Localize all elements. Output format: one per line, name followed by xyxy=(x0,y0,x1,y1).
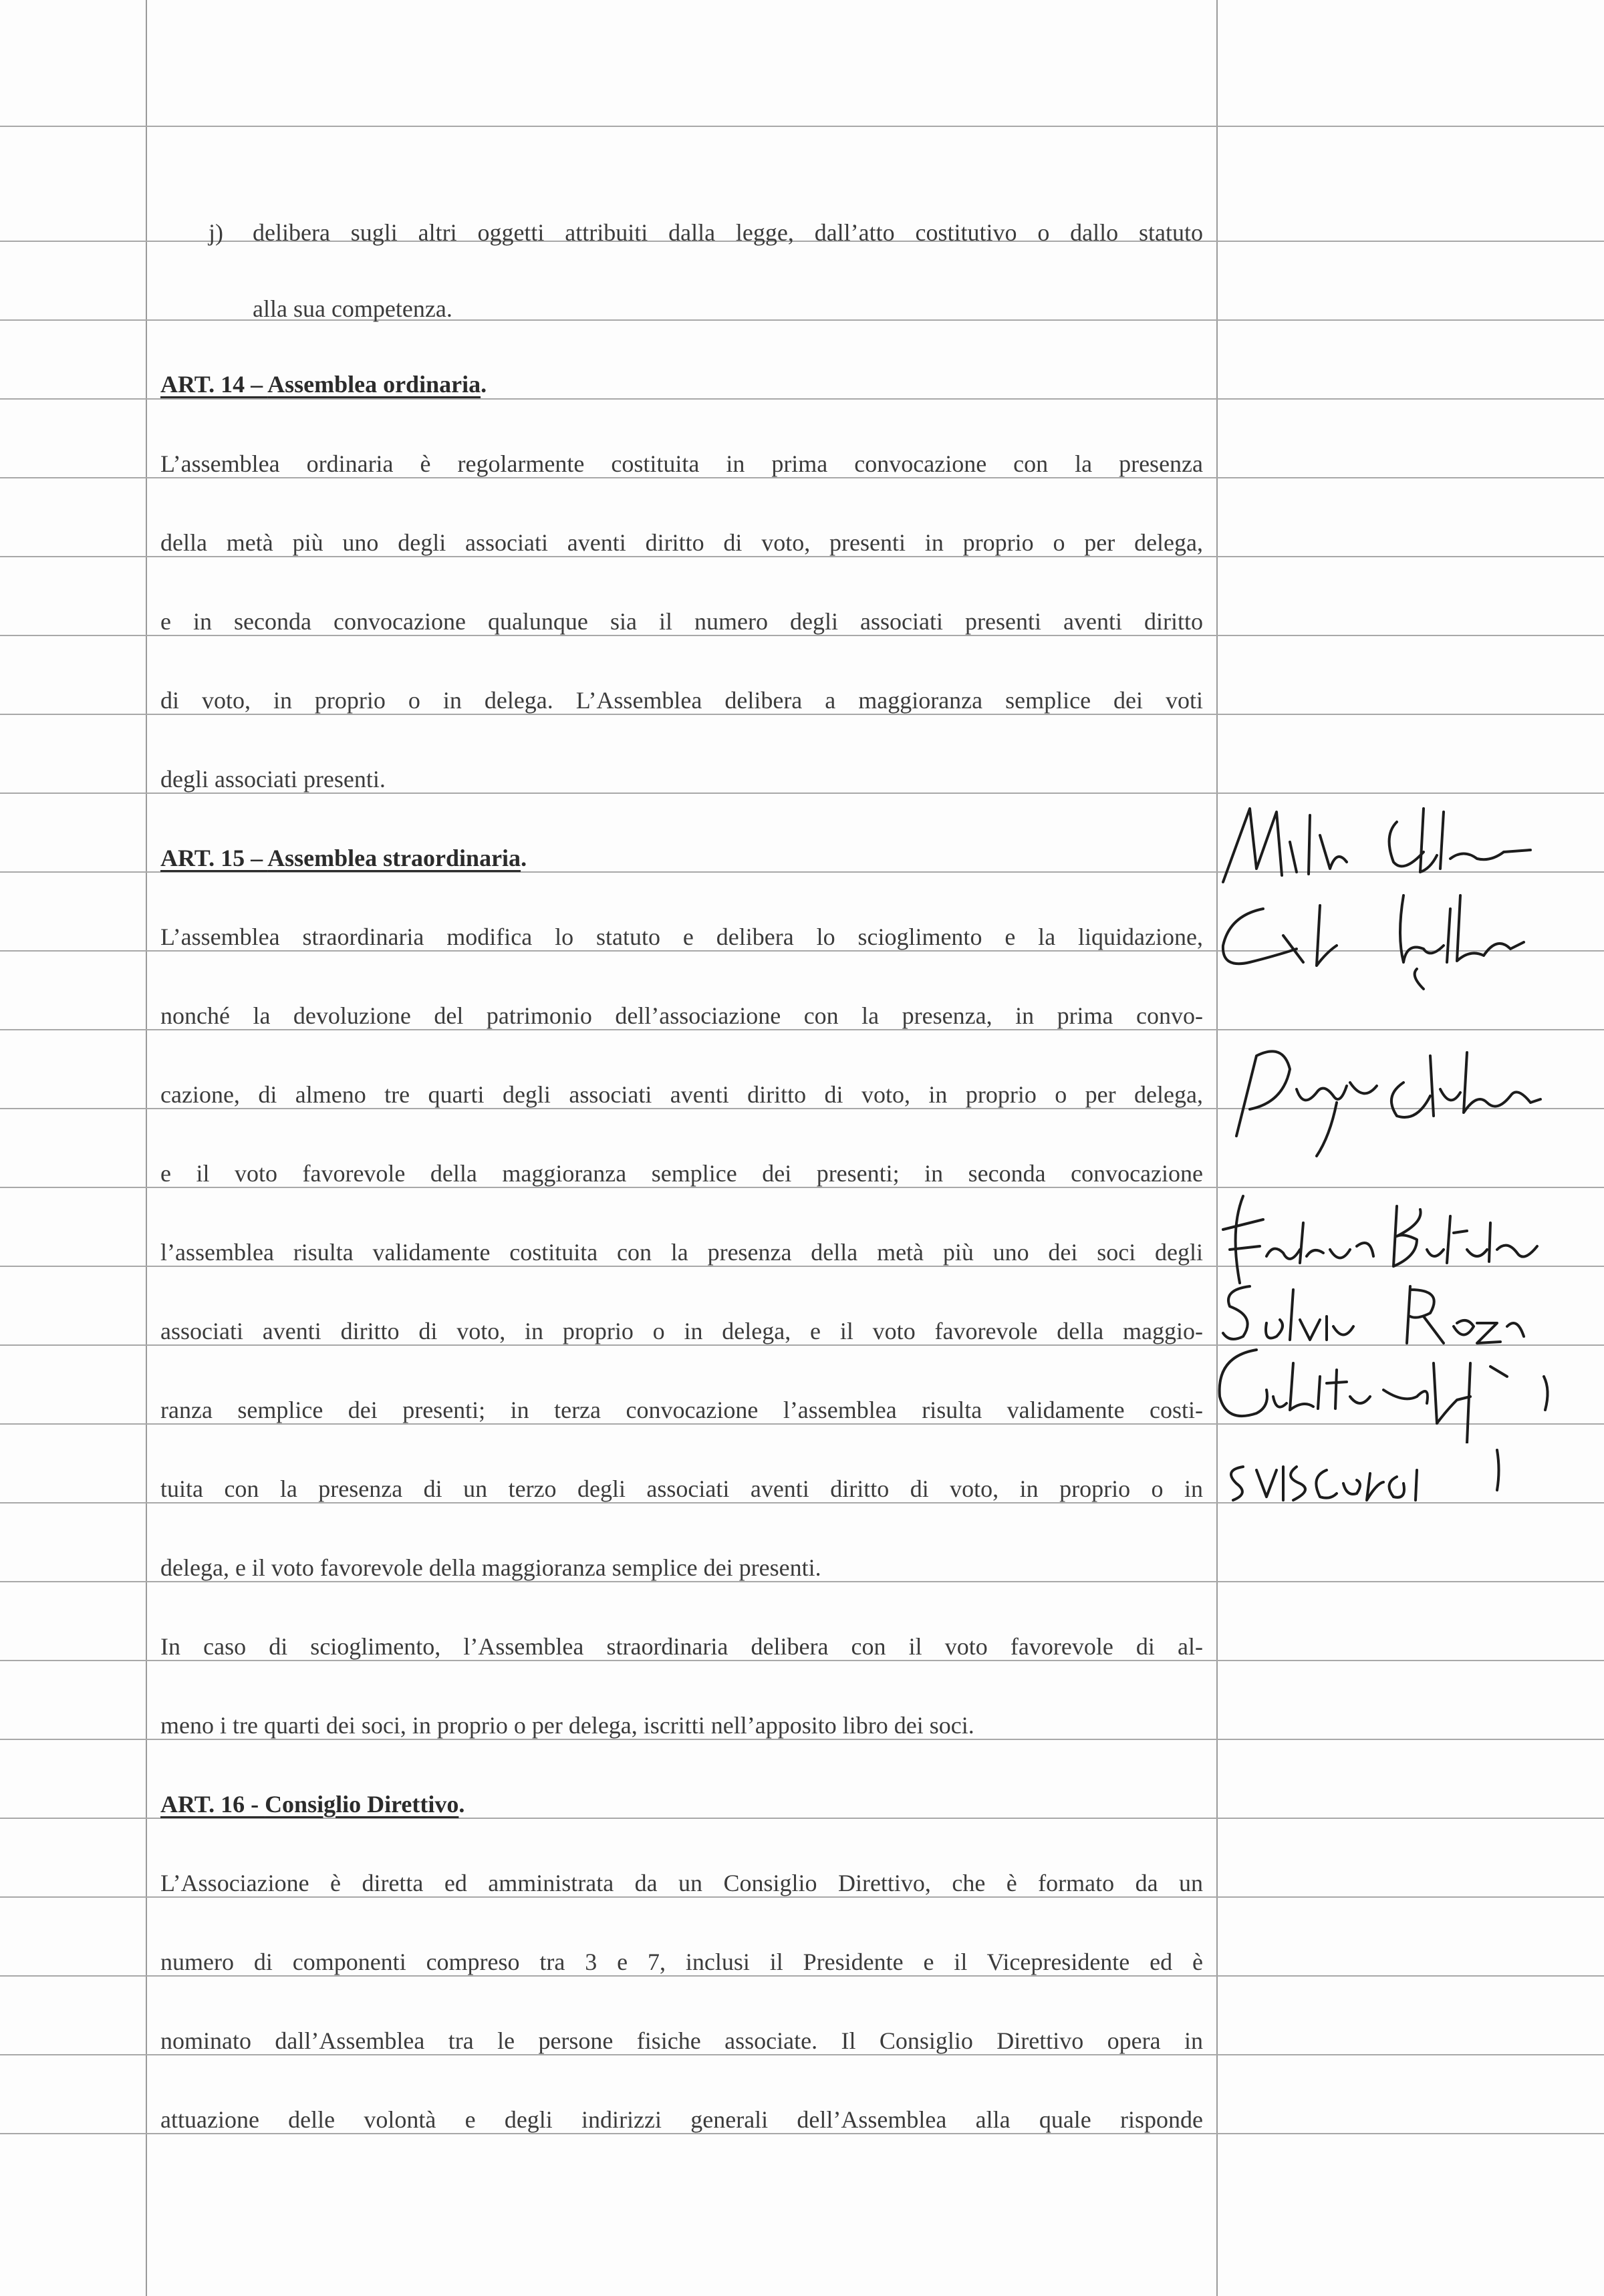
handwritten-signature xyxy=(1203,882,1551,996)
text-line: di voto, in proprio o in delega. L’Assemblea delibera a maggioranza semplice dei voti xyxy=(160,687,1203,714)
text-line: delibera sugli altri oggetti attribuiti dalla legge, dall’atto costitutivo o dallo statuto xyxy=(253,219,1203,246)
list-item-marker: j) xyxy=(209,219,223,246)
text-line: attuazione delle volontà e degli indirizzi generali dell’Assemblea alla quale risponde xyxy=(160,2106,1203,2133)
text-line: e il voto favorevole della maggioranza semplice dei presenti; in seconda convocazione xyxy=(160,1160,1203,1187)
text-line: e in seconda convocazione qualunque sia il numero degli associati presenti aventi diritto xyxy=(160,608,1203,635)
text-line: In caso di scioglimento, l’Assemblea straordinaria delibera con il voto favorevole di al- xyxy=(160,1633,1203,1660)
text-line: nominato dall’Assemblea tra le persone fisiche associate. Il Consiglio Direttivo opera in xyxy=(160,2027,1203,2054)
handwritten-signature xyxy=(1203,1183,1551,1290)
article-title: Assemblea ordinaria xyxy=(267,371,481,398)
text-line: nonché la devoluzione del patrimonio dell’associazione con la presenza, in prima convo- xyxy=(160,1002,1203,1029)
handwritten-signature xyxy=(1203,1437,1551,1510)
article-number: ART. 14 – xyxy=(160,371,268,398)
article-title: Consiglio Direttivo xyxy=(265,1791,459,1818)
article-heading: ART. 15 – Assemblea straordinaria. xyxy=(160,845,527,871)
text-line: L’assemblea straordinaria modifica lo statuto e delibera lo scioglimento e la liquidazione, xyxy=(160,923,1203,950)
text-line: ranza semplice dei presenti; in terza convocazione l’assemblea risulta validamente costi- xyxy=(160,1397,1203,1423)
text-line: l’assemblea risulta validamente costituita con la presenza della metà più uno dei soci degli xyxy=(160,1239,1203,1266)
text-line: della metà più uno degli associati aventi diritto di voto, presenti in proprio o per delega, xyxy=(160,529,1203,556)
handwritten-signature xyxy=(1203,795,1551,889)
text-line: degli associati presenti. xyxy=(160,766,386,793)
article-title: Assemblea straordinaria xyxy=(267,845,521,871)
ruled-line xyxy=(0,126,1604,127)
text-line: meno i tre quarti dei soci, in proprio o per delega, iscritti nell’apposito libro dei soci. xyxy=(160,1712,974,1739)
handwritten-signature xyxy=(1524,1370,1564,1423)
article-number: ART. 16 - xyxy=(160,1791,265,1818)
text-line: delega, e il voto favorevole della maggioranza semplice dei presenti. xyxy=(160,1554,821,1581)
handwritten-signature xyxy=(1203,1336,1551,1443)
text-line: L’Associazione è diretta ed amministrata da un Consiglio Direttivo, che è formato da un xyxy=(160,1870,1203,1896)
text-line: numero di componenti compreso tra 3 e 7, inclusi il Presidente e il Vicepresidente ed è xyxy=(160,1949,1203,1975)
article-heading: ART. 14 – Assemblea ordinaria. xyxy=(160,371,487,398)
article-heading: ART. 16 - Consiglio Direttivo. xyxy=(160,1791,465,1818)
text-line: cazione, di almeno tre quarti degli associati aventi diritto di voto, in proprio o per delega, xyxy=(160,1081,1203,1108)
ruled-line xyxy=(0,319,1604,321)
text-line: tuita con la presenza di un terzo degli associati aventi diritto di voto, in proprio o in xyxy=(160,1475,1203,1502)
text-line: alla sua competenza. xyxy=(253,295,452,322)
right-margin-rule xyxy=(1216,0,1218,2296)
left-margin-rule xyxy=(146,0,147,2296)
text-line: L’assemblea ordinaria è regolarmente costituita in prima convocazione con la presenza xyxy=(160,450,1203,477)
article-number: ART. 15 – xyxy=(160,845,268,871)
handwritten-signature xyxy=(1203,1270,1551,1350)
handwritten-signature xyxy=(1203,1029,1551,1163)
text-line: associati aventi diritto di voto, in proprio o in delega, e il voto favorevole della maggio- xyxy=(160,1318,1203,1344)
